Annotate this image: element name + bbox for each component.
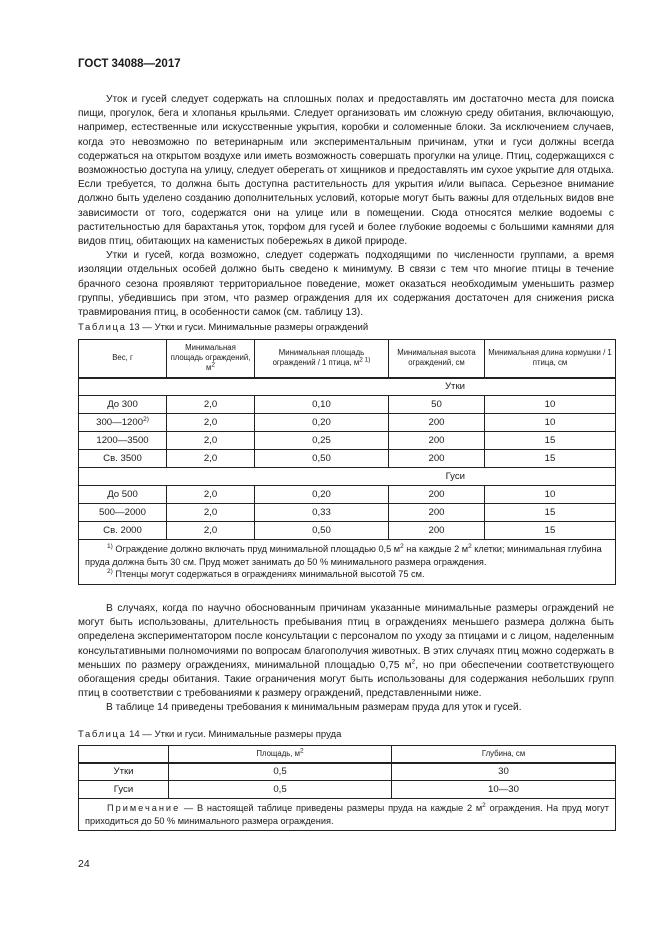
header-trough: Минимальная длина кормушки / 1 птица, см — [485, 340, 616, 378]
table-row: Св. 2000 2,0 0,50 200 15 — [79, 522, 616, 540]
paragraph-2: Утки и гусей, когда возможно, следует содержать подходящими по численности группами, а время изоляции отдельных особей должно быть сведено к минимуму. В связи с тем что многие птицы в течение брачного сезона проявляют территориальное поведение, может оказаться необходимым уменьшить размер группы, убедившись при этом, что размер ограждения для их содержания достаточен для снижения риска травмирования птиц, в особенности самок (см. таблицу 13). — [78, 250, 614, 319]
paragraph-housing — [78, 93, 614, 320]
table14-note: Примечание — В настоящей таблице приведены размеры пруда на каждые 2 $м^2$ ограждения. На пруд могут приходиться до 50 % минимального размера ограждения. — [79, 799, 616, 831]
table14-caption — [78, 729, 341, 740]
table13-title: 13 — Утки и гуси. Минимальные размеры ограждений — [129, 322, 369, 333]
header-weight: Вес, г — [79, 340, 167, 378]
table13-label: Таблица — [78, 322, 127, 333]
header-height: Минимальная высота ограждений, см — [389, 340, 485, 378]
table-row: До 500 2,0 0,20 200 10 — [79, 486, 616, 504]
header-area: Минимальная площадь ограждений, $м^2$ — [167, 340, 255, 378]
page-number: 24 — [78, 858, 90, 870]
group-geese: Гуси — [79, 468, 616, 486]
table-row: Гуси 0,5 10—30 — [79, 781, 616, 799]
header-pond-depth: Глубина, см — [392, 746, 616, 763]
table-row: Св. 3500 2,0 0,50 200 15 — [79, 450, 616, 468]
table-row: 1200—3500 2,0 0,25 200 15 — [79, 432, 616, 450]
table14-label: Таблица — [78, 729, 127, 740]
group-ducks: Утки — [79, 378, 616, 396]
table-row: Утки 0,5 30 — [79, 763, 616, 781]
table14-title: 14 — Утки и гуси. Минимальные размеры пруда — [129, 729, 342, 740]
table-13 — [78, 339, 616, 585]
table-row: До 300 2,0 0,10 50 10 — [79, 396, 616, 414]
table-14 — [78, 745, 616, 831]
footnote-2: $^{2)}$ Птенцы могут содержаться в ограждениях минимальной высотой 75 см. — [107, 567, 425, 579]
note-label: Примечание — [107, 803, 181, 813]
table13-caption — [78, 322, 368, 333]
paragraph-4: В таблице 14 приведены требования к минимальным размерам пруда для уток и гусей. — [106, 702, 522, 714]
document-header: ГОСТ 34088—2017 — [78, 58, 181, 70]
footnote-1: $^{1)}$ Ограждение должно включать пруд минимальной площадью 0,5 $м^2$ на каждые 2 $м^2$ клетки; минимальная глубина пруда должна быть 30 см. Пруд может занимать до 50 % минимального размера ограждения. — [85, 542, 602, 567]
table-row: 300—1200$^{2)}$ 2,0 0,20 200 10 — [79, 414, 616, 432]
paragraph-3: В случаях, когда по научно обоснованным причинам указанные минимальные размеры ограждений не могут быть использованы, длительность пребывания птиц в ограждениях меньшего размера должна быть определена экспериментатором после консультации с персоналом по уходу за птицами и с лицом, наделенным консультативными полномочиями по вопросам благополучия животных. В этих случаях птиц можно содержать в меньших по размеру ограждениях, минимальной площадью 0,75 $м^2$, но при обеспечении соответствующего обогащения среды обитания. Такие ограничения могут быть использованы для содержания небольших групп птиц в соответствии с требованиями к размеру ограждений, представленными ниже. — [78, 603, 614, 700]
table-row: 500—2000 2,0 0,33 200 15 — [79, 504, 616, 522]
table13-footnotes — [79, 540, 616, 585]
paragraph-small-enclosures — [78, 602, 614, 716]
header-pond-area: Площадь, $м^2$ — [169, 746, 392, 763]
paragraph-1: Уток и гусей следует содержать на сплошных полах и предоставлять им достаточно места для поиска пищи, прогулок, бега и хлопанья крыльями. Следует организовать им сложную среду обитания, включающую, например, естественные или искусственные укрытия, коробки и соломенные блоки. За исключением случаев, когда это невозможно по ветеринарным или экспериментальным причинам, утки и гуси должны всегда содержаться на открытом воздухе или иметь возможность совершать прогулки на улице. Птиц, содержащихся с возможностью доступа на улицу, следует оберегать от хищников и предоставлять им сухое укрытие для отдыха. Если требуется, то должна быть доступна растительность для укрытия и/или выпаса. Серьезное внимание должно быть уделено созданию дополнительных условий, которые могут быть важны для отдельных видов вне зависимости от того, содержатся они на улице или в помещении. Сюда относятся мелкие водоемы с растительностью для барахтанья уток, торфом для гусей и более глубокие водоемы с большими камнями для видов птиц, обитающих на каменистых побережьях в дикой природе. — [78, 94, 614, 248]
header-area-per-bird: Минимальная площадь ограждений / 1 птица, $м^{2 1)}$ — [255, 340, 389, 378]
